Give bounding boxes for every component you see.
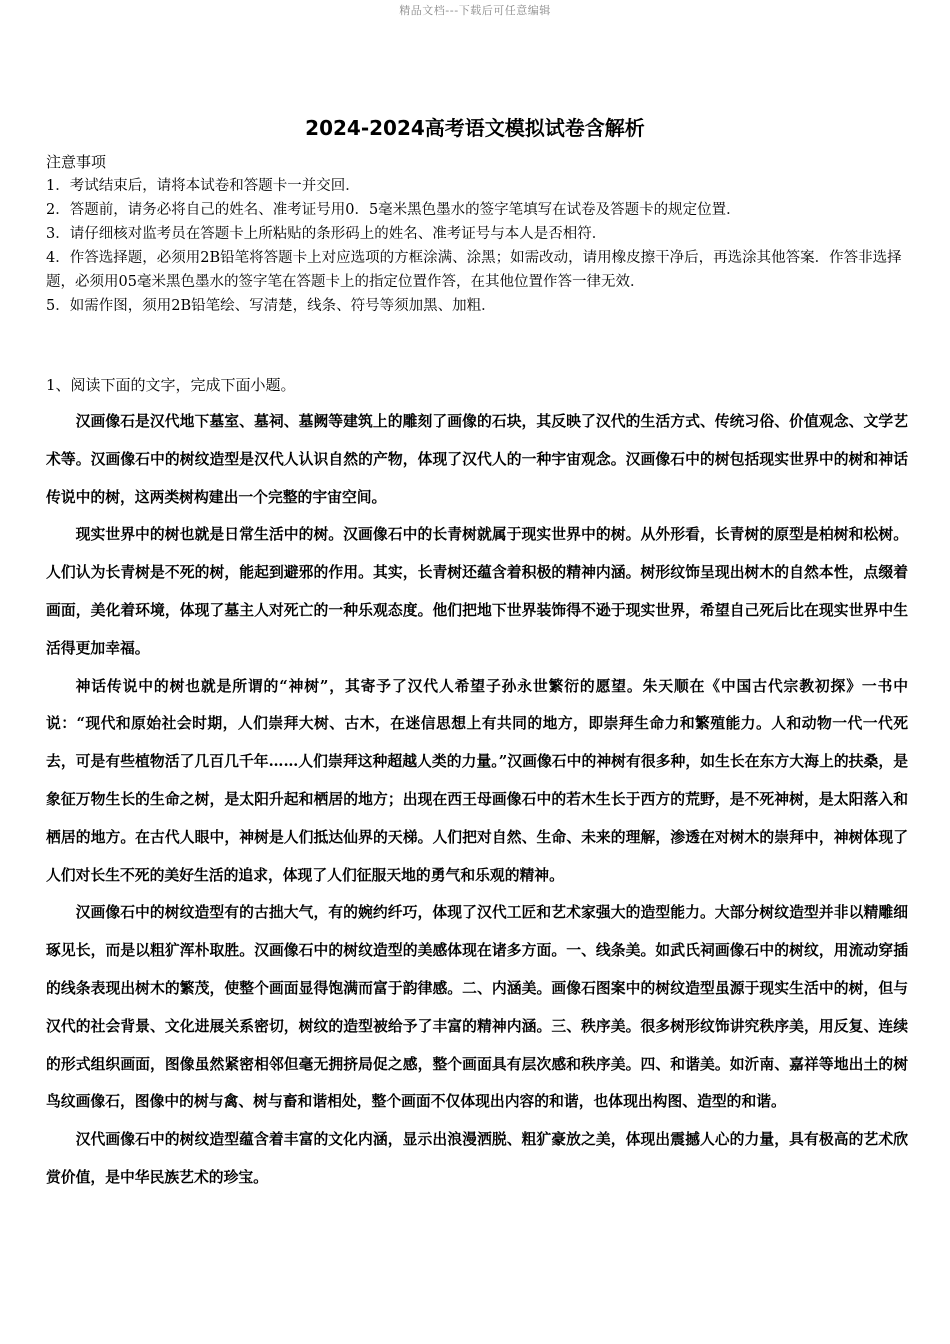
passage-paragraph: 神话传说中的树也就是所谓的“神树”，其寄予了汉代人希望子孙永世繁衍的愿望。朱天顺在《中国古代宗教初探》一书中说：“现代和原始社会时期，人们崇拜大树、古木，在迷信思想上有共同的地方，即崇拜生命力和繁殖能力。人和动物一代一代死去，可是有些植物活了几百几千年……人们崇拜这种超越人类的力量。”汉画像石中的神树有很多种，如生长在东方大海上的扶桑，是象征万物生长的生命之树，是太阳升起和栖居的地方；出现在西王母画像石中的若木生长于西方的荒野，是不死神树，是太阳落入和栖居的地方。在古代人眼中，神树是人们抵达仙界的天梯。人们把对自然、生命、未来的理解，渗透在对树木的崇拜中，神树体现了人们对长生不死的美好生活的追求，体现了人们征服天地的勇气和乐观的精神。 xyxy=(46,677,908,884)
page-title: 2024-2024高考语文模拟试卷含解析 xyxy=(305,116,645,140)
notes-item: 1．考试结束后，请将本试卷和答题卡一并交回． xyxy=(46,178,360,194)
notes-item: 5．如需作图，须用2B铅笔绘、写清楚，线条、符号等须加黑、加粗． xyxy=(46,298,496,314)
header-watermark: 精品文档---下载后可任意编辑 xyxy=(399,4,551,17)
notes-section xyxy=(46,150,916,318)
reading-passage xyxy=(46,403,908,1197)
question-label: 1、阅读下面的文字，完成下面小题。 xyxy=(46,376,296,394)
notes-item: 3．请仔细核对监考员在答题卡上所粘贴的条形码上的姓名、准考证号与本人是否相符． xyxy=(46,226,607,242)
passage-paragraph: 汉画像石是汉代地下墓室、墓祠、墓阙等建筑上的雕刻了画像的石块，其反映了汉代的生活方式、传统习俗、价值观念、文学艺术等。汉画像石中的树纹造型是汉代人认识自然的产物，体现了汉代人的一种宇宙观念。汉画像石中的树包括现实世界中的树和神话传说中的树，这两类树构建出一个完整的宇宙空间。 xyxy=(46,413,908,506)
notes-item: 4．作答选择题，必须用2B铅笔将答题卡上对应选项的方框涂满、涂黑；如需改动，请用橡皮擦干净后，再选涂其他答案．作答非选择题，必须用05毫米黑色墨水的签字笔在答题卡上的指定位置作答，在其他位置作答一律无效． xyxy=(46,250,902,290)
passage-paragraph: 汉画像石中的树纹造型有的古拙大气，有的婉约纤巧，体现了汉代工匠和艺术家强大的造型能力。大部分树纹造型并非以精雕细琢见长，而是以粗犷浑朴取胜。汉画像石中的树纹造型的美感体现在诸多方面。一、线条美。如武氏祠画像石中的树纹，用流动穿插的线条表现出树木的繁茂，使整个画面显得饱满而富于韵律感。二、内涵美。画像石图案中的树纹造型虽源于现实生活中的树，但与汉代的社会背景、文化进展关系密切，树纹的造型被给予了丰富的精神内涵。三、秩序美。很多树形纹饰讲究秩序美，用反复、连续的形式组织画面，图像虽然紧密相邻但毫无拥挤局促之感，整个画面具有层次感和秩序美。四、和谐美。如沂南、嘉祥等地出土的树鸟纹画像石，图像中的树与禽、树与畜和谐相处，整个画面不仅体现出内容的和谐，也体现出构图、造型的和谐。 xyxy=(46,904,908,1111)
passage-paragraph: 汉代画像石中的树纹造型蕴含着丰富的文化内涵，显示出浪漫洒脱、粗犷豪放之美，体现出震撼人心的力量，具有极高的艺术欣赏价值，是中华民族艺术的珍宝。 xyxy=(46,1131,908,1186)
passage-paragraph: 现实世界中的树也就是日常生活中的树。汉画像石中的长青树就属于现实世界中的树。从外形看，长青树的原型是柏树和松树。人们认为长青树是不死的树，能起到避邪的作用。其实，长青树还蕴含着积极的精神内涵。树形纹饰呈现出树木的自然本性，点缀着画面，美化着环境，体现了墓主人对死亡的一种乐观态度。他们把地下世界装饰得不逊于现实世界，希望自己死后比在现实世界中生活得更加幸福。 xyxy=(46,526,908,657)
notes-heading: 注意事项 xyxy=(46,153,107,171)
notes-item: 2．答题前，请务必将自己的姓名、准考证号用0．5毫米黑色墨水的签字笔填写在试卷及答题卡的规定位置． xyxy=(46,202,741,218)
